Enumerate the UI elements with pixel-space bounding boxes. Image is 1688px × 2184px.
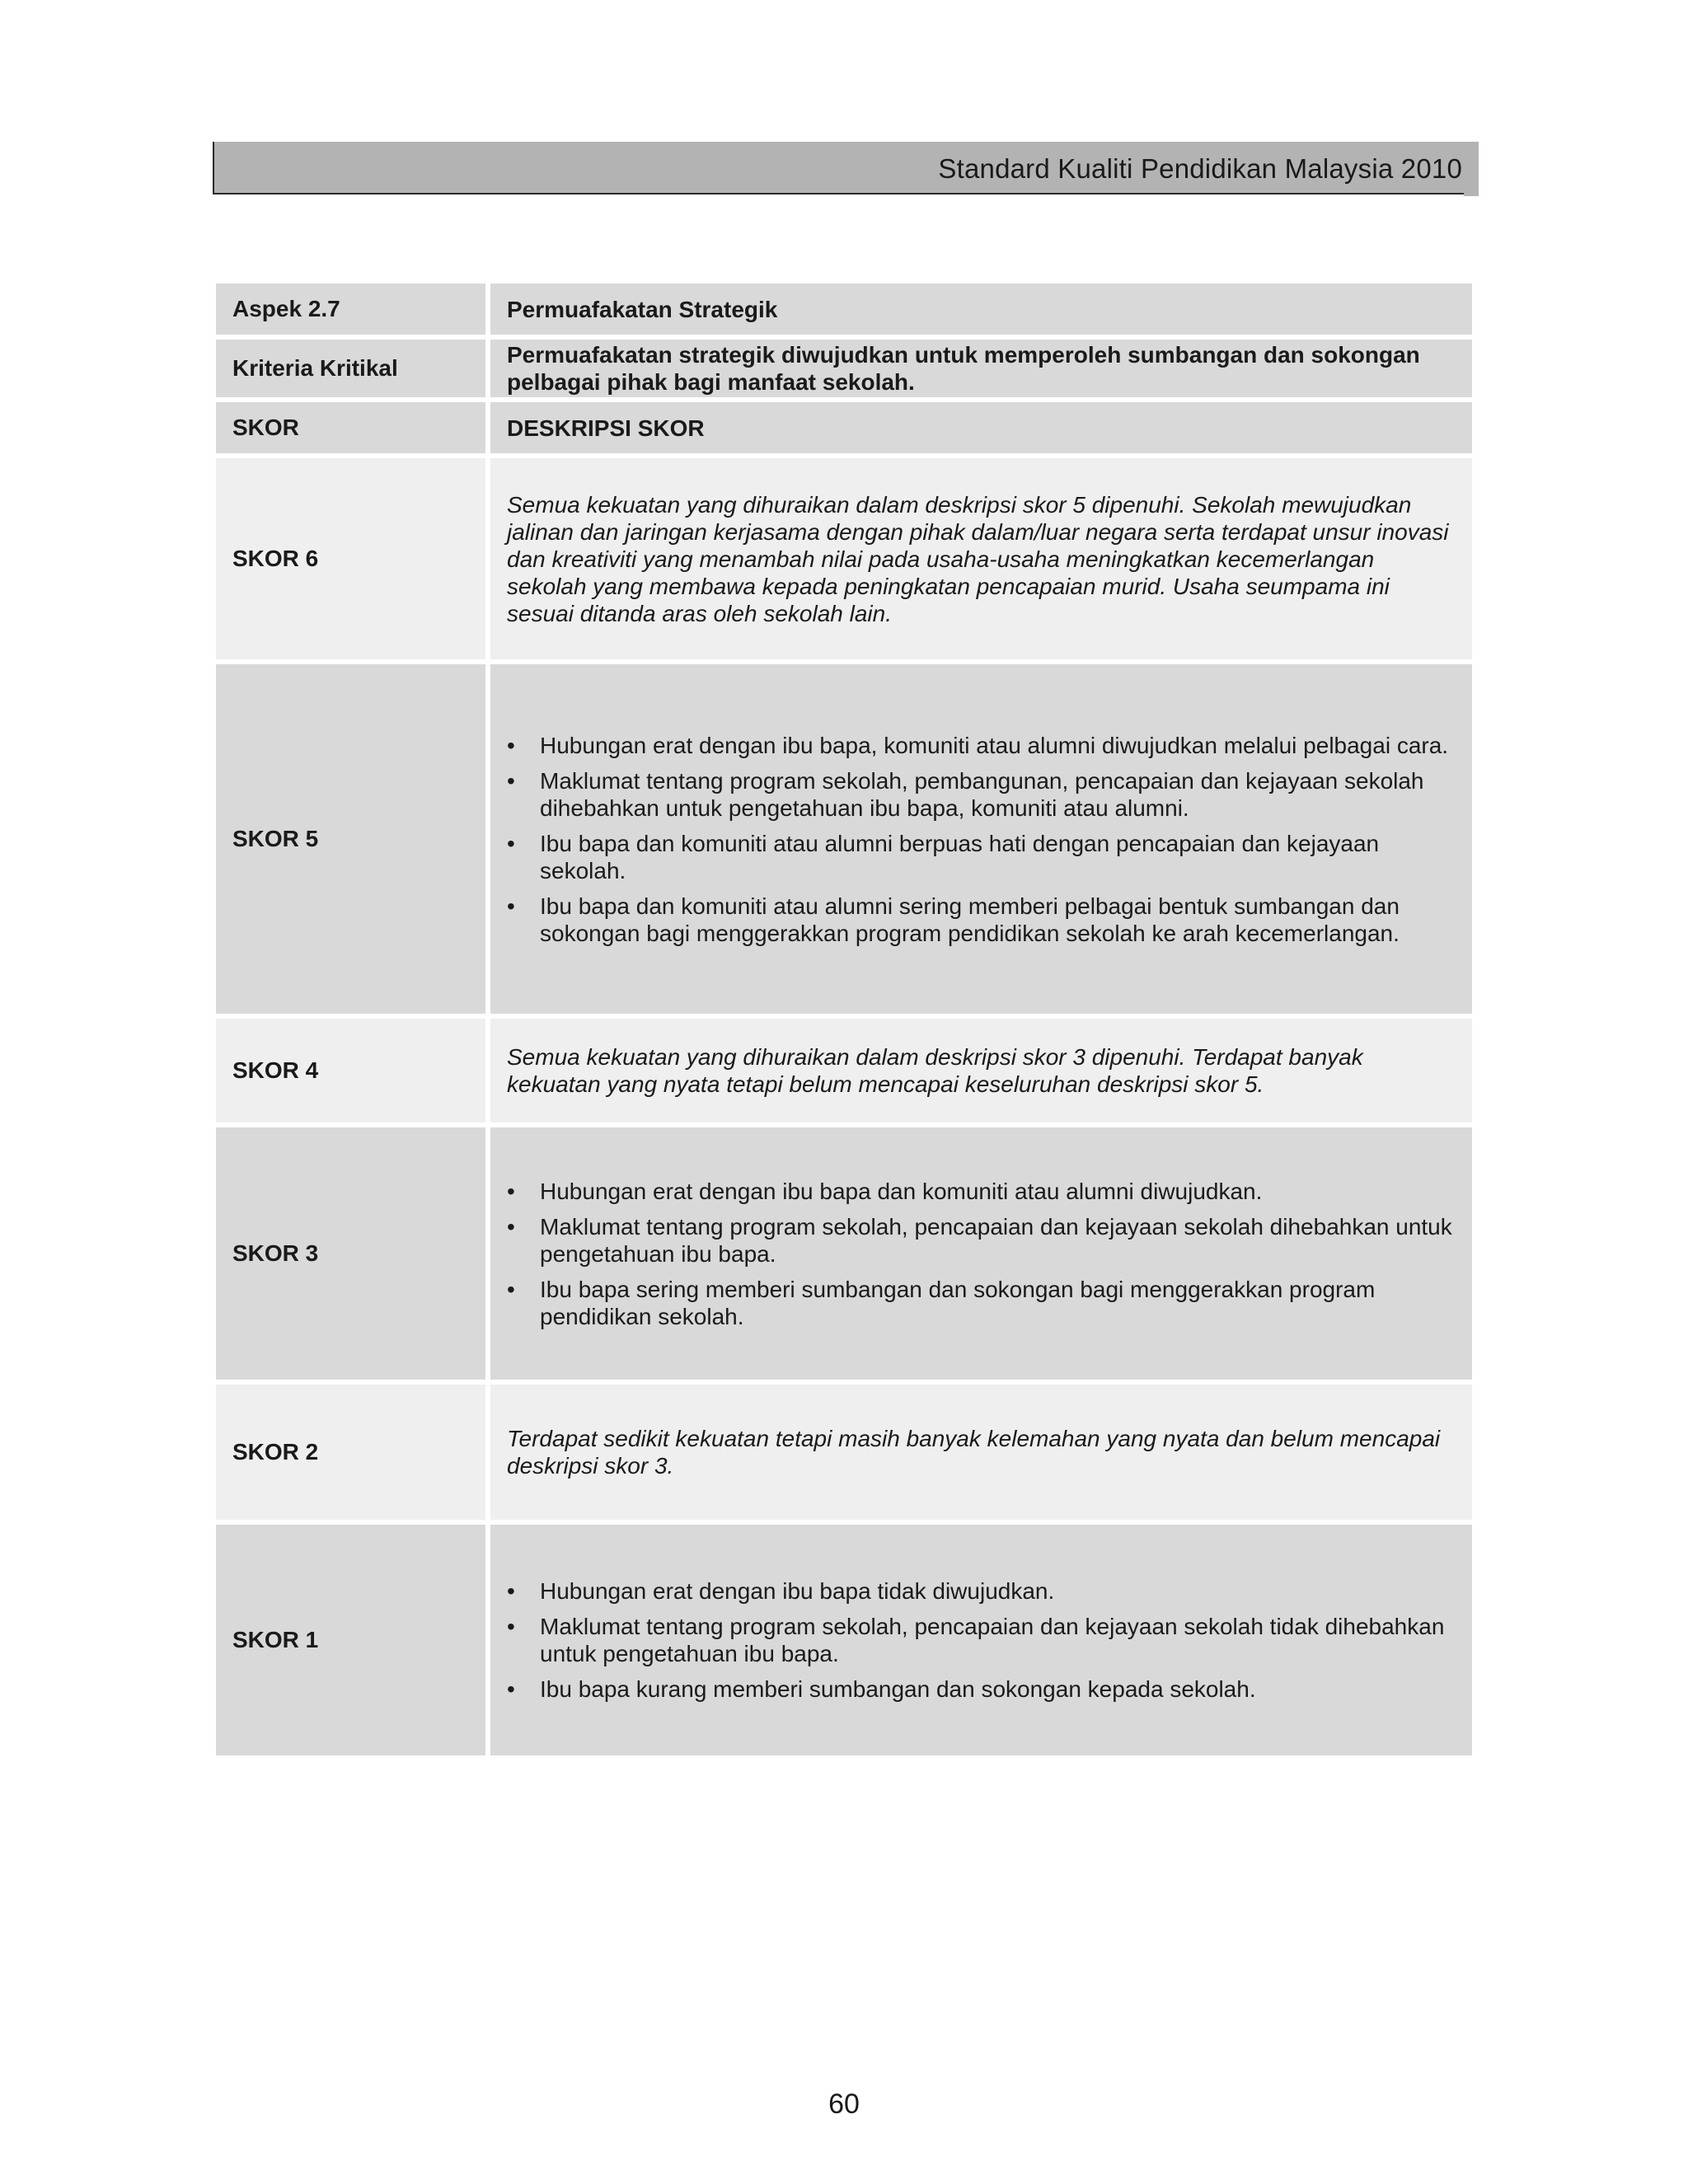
- list-item: • Ibu bapa sering memberi sumbangan dan sokongan bagi menggerakkan program pendidikan sekolah.: [507, 1276, 1456, 1330]
- list-item: • Maklumat tentang program sekolah, pembangunan, pencapaian dan kejayaan sekolah dihebahkan untuk pengetahuan ibu bapa, komuniti atau alumni.: [507, 767, 1456, 822]
- header-bar-tail: [1464, 142, 1479, 196]
- list-item: • Hubungan erat dengan ibu bapa dan komuniti atau alumni diwujudkan.: [507, 1178, 1456, 1205]
- list-item: • Ibu bapa dan komuniti atau alumni berpuas hati dengan pencapaian dan kejayaan sekolah.: [507, 830, 1456, 884]
- running-header-title: Standard Kualiti Pendidikan Malaysia 2010: [938, 153, 1462, 184]
- skor-6-row: [216, 458, 1472, 659]
- skor-5-row: [216, 664, 1472, 1014]
- skor-5-list: [507, 732, 1456, 947]
- page-number: 60: [828, 2088, 860, 2120]
- skor-4-description: Semua kekuatan yang dihuraikan dalam deskripsi skor 3 dipenuhi. Terdapat banyak kekuatan yang nyata tetapi belum mencapai keseluruhan deskripsi skor 5.: [507, 1044, 1363, 1097]
- running-header: [213, 142, 1479, 194]
- skor-2-label: SKOR 2: [216, 1385, 485, 1520]
- list-item: • Hubungan erat dengan ibu bapa tidak diwujudkan.: [507, 1577, 1456, 1605]
- aspek-label: Aspek 2.7: [216, 284, 485, 335]
- list-item: • Hubungan erat dengan ibu bapa, komuniti atau alumni diwujudkan melalui pelbagai cara.: [507, 732, 1456, 759]
- aspek-value: Permuafakatan Strategik: [507, 296, 778, 322]
- list-item: • Ibu bapa kurang memberi sumbangan dan sokongan kepada sekolah.: [507, 1675, 1456, 1703]
- aspek-row: [216, 284, 1472, 335]
- skor-2-row: [216, 1385, 1472, 1520]
- skor-4-row: [216, 1019, 1472, 1122]
- skor-column-header: SKOR: [216, 402, 485, 453]
- list-item: • Ibu bapa dan komuniti atau alumni sering memberi pelbagai bentuk sumbangan dan sokongan bagi menggerakkan program pendidikan sekolah ke arah kecemerlangan.: [507, 893, 1456, 947]
- skor-3-label: SKOR 3: [216, 1127, 485, 1380]
- deskripsi-column-header: DESKRIPSI SKOR: [507, 415, 705, 441]
- list-item: • Maklumat tentang program sekolah, pencapaian dan kejayaan sekolah tidak dihebahkan untuk pengetahuan ibu bapa.: [507, 1613, 1456, 1667]
- skor-6-label: SKOR 6: [216, 458, 485, 659]
- list-item: • Maklumat tentang program sekolah, pencapaian dan kejayaan sekolah dihebahkan untuk pengetahuan ibu bapa.: [507, 1213, 1456, 1268]
- skor-4-label: SKOR 4: [216, 1019, 485, 1122]
- skor-1-row: [216, 1525, 1472, 1755]
- kriteria-value: Permuafakatan strategik diwujudkan untuk memperoleh sumbangan dan sokongan pelbagai pihak bagi manfaat sekolah.: [507, 342, 1420, 395]
- skor-2-description: Terdapat sedikit kekuatan tetapi masih banyak kelemahan yang nyata dan belum mencapai deskripsi skor 3.: [507, 1426, 1441, 1479]
- skor-1-list: [507, 1577, 1456, 1703]
- skor-6-description: Semua kekuatan yang dihuraikan dalam deskripsi skor 5 dipenuhi. Sekolah mewujudkan jalinan dan jaringan kerjasama dengan pihak dalam/luar negara serta terdapat unsur inovasi dan kreativiti yang menambah nilai pada usaha-usaha meningkatkan kecemerlangan sekolah yang membawa kepada peningkatan pencapaian murid. Usaha seumpama ini sesuai ditanda aras oleh sekolah lain.: [507, 491, 1449, 626]
- rubric-table: [216, 284, 1472, 1760]
- header-row: [216, 402, 1472, 453]
- skor-5-label: SKOR 5: [216, 664, 485, 1014]
- kriteria-label: Kriteria Kritikal: [216, 340, 485, 397]
- skor-3-list: [507, 1178, 1456, 1330]
- skor-3-row: [216, 1127, 1472, 1380]
- skor-1-label: SKOR 1: [216, 1525, 485, 1755]
- kriteria-row: [216, 340, 1472, 397]
